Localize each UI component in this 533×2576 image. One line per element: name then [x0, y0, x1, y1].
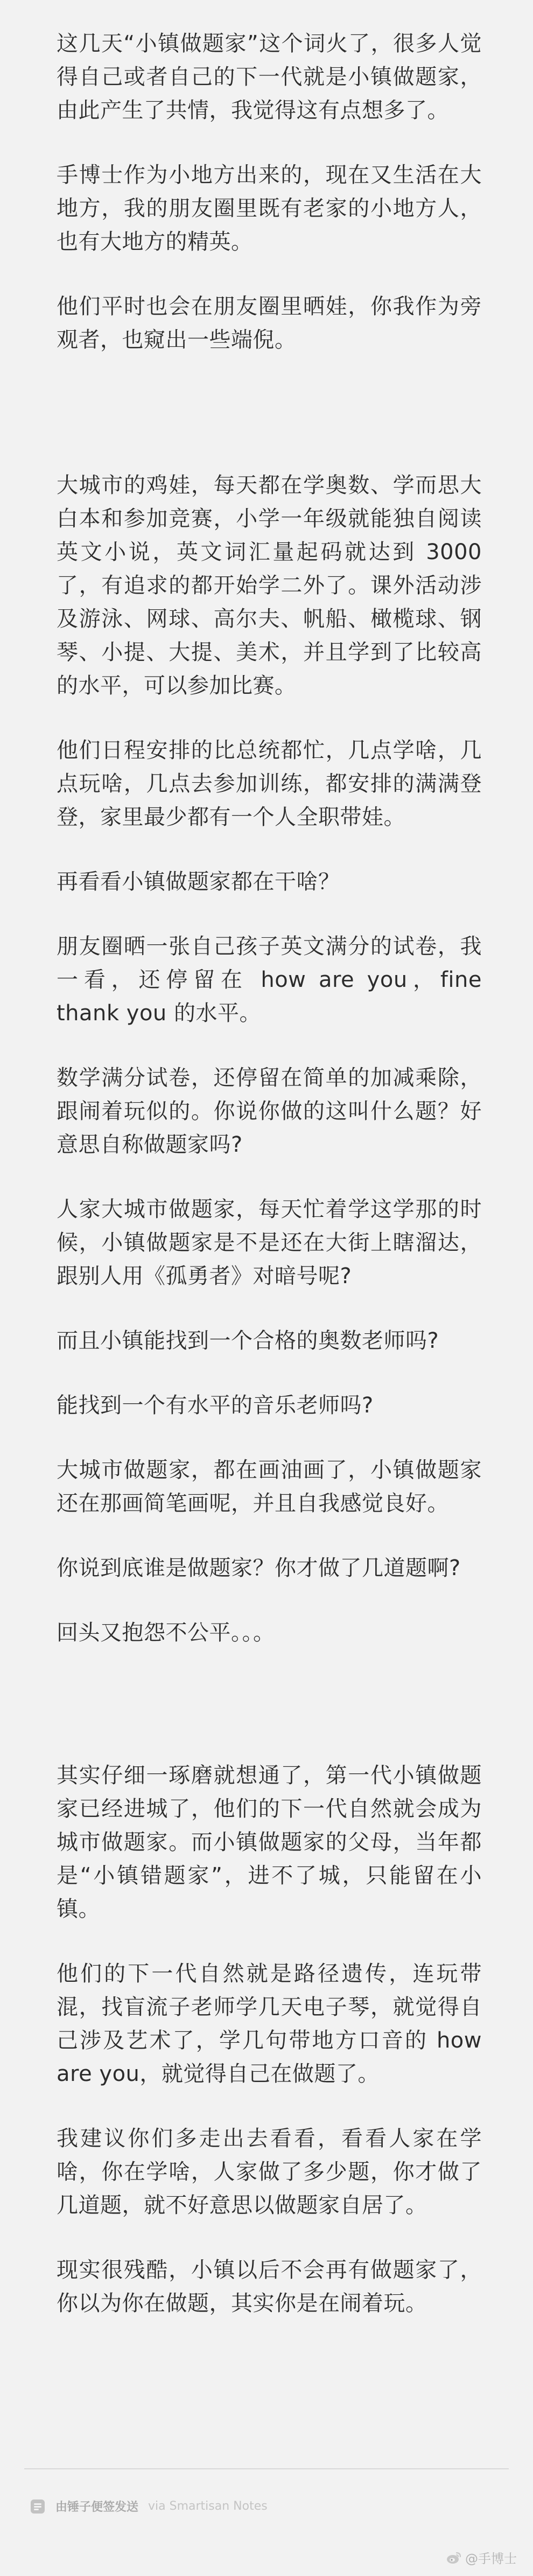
paragraph: 我建议你们多走出去看看，看看人家在学啥，你在学啥，人家做了多少题，你才做了几道题，就不好意思以做题家自居了。: [57, 2126, 482, 2218]
section-spacer: [57, 388, 482, 469]
paragraph: 能找到一个有水平的音乐老师吗?: [57, 1393, 374, 1418]
section-comparison: [57, 469, 482, 1649]
paragraph: 这几天“小镇做题家”这个词火了，很多人觉得自己或者自己的下一代就是小镇做题家，由此产生了共情，我觉得这有点想多了。: [57, 31, 482, 123]
paragraph: 其实仔细一琢磨就想通了，第一代小镇做题家已经进城了，他们的下一代自然就会成为城市做题家。而小镇做题家的父母，当年都是“小镇错题家”，进不了城，只能留在小镇。: [57, 1763, 482, 1921]
paragraph: 你说到底谁是做题家？你才做了几道题啊?: [57, 1556, 461, 1581]
smartisan-logo-icon: [30, 2498, 46, 2515]
paragraph: 大城市的鸡娃，每天都在学奥数、学而思大白本和参加竞赛，小学一年级就能独自阅读英文小说，英文词汇量起码就达到 3000 了，有追求的都开始学二外了。课外活动涉及游泳、网球、高尔夫、帆船、橄榄球、钢琴、小提、大提、美术，并且学到了比较高的水平，可以参加比赛。: [57, 473, 482, 698]
paragraph: 再看看小镇做题家都在干啥？: [57, 869, 340, 894]
paragraph: 朋友圈晒一张自己孩子英文满分的试卷，我一看，还停留在 how are you，fine thank you 的水平。: [57, 934, 482, 1026]
paragraph: 他们日程安排的比总统都忙，几点学啥，几点玩啥，几点去参加训练，都安排的满满登登，家里最少都有一个人全职带娃。: [57, 738, 482, 830]
section-conclusion: [57, 1759, 482, 2320]
paragraph: 大城市做题家，都在画油画了，小镇做题家还在那画简笔画呢，并且自我感觉良好。: [57, 1458, 482, 1516]
paragraph: 现实很残酷，小镇以后不会再有做题家了，你以为你在做题，其实你是在闹着玩。: [57, 2258, 482, 2316]
section-intro: [57, 27, 482, 357]
paragraph: 他们的下一代自然就是路径遗传，连玩带混，找盲流子老师学几天电子琴，就觉得自己涉及艺术了，学几句带地方口音的 how are you，就觉得自己在做题了。: [57, 1961, 482, 2086]
weibo-icon: [446, 2551, 462, 2565]
paragraph: 人家大城市做题家，每天忙着学这学那的时候，小镇做题家是不是还在大街上瞎溜达，跟别人用《孤勇者》对暗号呢?: [57, 1197, 482, 1289]
footer-source: [30, 2498, 268, 2515]
paragraph: 而且小镇能找到一个合格的奥数老师吗?: [57, 1328, 439, 1353]
paragraph: 手博士作为小地方出来的，现在又生活在大地方，我的朋友圈里既有老家的小地方人，也有大地方的精英。: [57, 163, 482, 254]
watermark-text: @手博士: [465, 2551, 517, 2566]
author-watermark: [446, 2548, 517, 2567]
article-body: [57, 27, 482, 2351]
footer-divider: [24, 2468, 509, 2469]
paragraph: 他们平时也会在朋友圈里晒娃，你我作为旁观者，也窥出一些端倪。: [57, 294, 482, 352]
paragraph: 数学满分试卷，还停留在简单的加减乘除，跟闹着玩似的。你说你做的这叫什么题？好意思自称做题家吗?: [57, 1066, 482, 1157]
footer-via-text: via Smartisan Notes: [148, 2500, 268, 2513]
paragraph: 回头又抱怨不公平。。。: [57, 1620, 275, 1645]
footer-brand-text: 由锤子便签发送: [55, 2501, 139, 2514]
note-footer: [24, 2468, 509, 2514]
section-spacer: [57, 1681, 482, 1759]
